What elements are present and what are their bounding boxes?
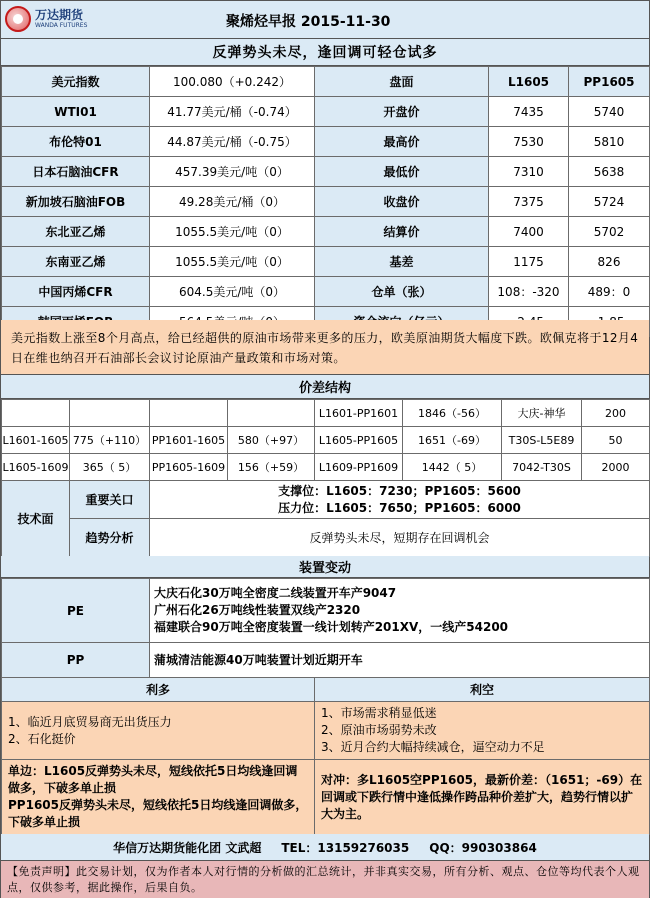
pp1605-value: 5810 — [569, 127, 650, 157]
indicator-value: 44.87美元/桶（-0.75） — [150, 127, 315, 157]
spread-cell: 50 — [582, 427, 650, 454]
company-logo — [5, 5, 89, 35]
contact-qq: QQ：990303864 — [429, 840, 537, 855]
market-row — [2, 127, 650, 157]
pp1605-value: 5638 — [569, 157, 650, 187]
contact-tel: TEL：13159276035 — [281, 840, 410, 855]
trend-analysis-label: 趋势分析 — [70, 519, 150, 557]
futures-field-label: 基差 — [315, 247, 489, 277]
l1605-value: 7435 — [489, 97, 569, 127]
indicator-name: 东北亚乙烯 — [2, 217, 150, 247]
l1605-value: 7375 — [489, 187, 569, 217]
support-level: 支撑位：L1605：7230；PP1605：5600 — [278, 483, 521, 498]
indicator-name: 东南亚乙烯 — [2, 247, 150, 277]
trend-analysis: 反弹势头未尽，短期存在回调机会 — [150, 519, 650, 557]
pe-updates — [150, 579, 650, 643]
bearish-item: 2、原油市场弱势未改 — [321, 723, 437, 737]
indicator-value: 41.77美元/桶（-0.74） — [150, 97, 315, 127]
pe-update-line: 广州石化26万吨线性装置双线产2320 — [154, 603, 361, 617]
l1605-value: 1175 — [489, 247, 569, 277]
spread-cell: 365（ 5） — [70, 454, 150, 481]
indicator-name: 中国丙烯CFR — [2, 277, 150, 307]
report-header — [1, 1, 649, 39]
spread-cell — [150, 400, 228, 427]
market-row — [2, 187, 650, 217]
spread-cell: PP1605-1609 — [150, 454, 228, 481]
pp1605-value: PP1605 — [569, 67, 650, 97]
indicator-value: 1055.5美元/吨（0） — [150, 217, 315, 247]
bearish-item: 1、市场需求稍显低迷 — [321, 706, 437, 720]
spread-cell: PP1601-1605 — [150, 427, 228, 454]
single-side-strategy: 单边：L1605反弹势头未尽，短线依托5日均线逢回调做多，下破多单止损 PP1605反弹势头未尽，短线依托5日均线逢回调做多，下破多单止损 — [2, 760, 315, 835]
spread-cell: 580（+97） — [228, 427, 315, 454]
device-table — [1, 578, 650, 678]
spread-section-title: 价差结构 — [1, 375, 649, 399]
spread-cell: 775（+110） — [70, 427, 150, 454]
market-row — [2, 247, 650, 277]
device-section-title: 装置变动 — [1, 556, 649, 578]
futures-field-label: 开盘价 — [315, 97, 489, 127]
pp-updates — [150, 643, 650, 678]
spread-cell — [228, 400, 315, 427]
futures-field-label: 盘面 — [315, 67, 489, 97]
bullish-item: 2、石化挺价 — [8, 731, 76, 746]
indicator-name: 日本石脑油CFR — [2, 157, 150, 187]
spread-cell: 1651（-69） — [403, 427, 502, 454]
pp1605-value: 5740 — [569, 97, 650, 127]
market-commentary: 美元指数上涨至8个月高点，给已经超供的原油市场带来更多的压力，欧美原油期货大幅度下跌。欧佩克将于12月4日在维也纳召开石油部长会议讨论原油产量政策和市场对策。 — [1, 320, 649, 375]
spread-cell — [70, 400, 150, 427]
report-title: 聚烯烃早报 2015-11-30 — [226, 14, 391, 30]
spread-cell: L1601-1605 — [2, 427, 70, 454]
spread-cell: L1605-1609 — [2, 454, 70, 481]
market-row — [2, 217, 650, 247]
market-data-table — [1, 66, 650, 337]
bull-bear-table — [1, 677, 650, 835]
spread-cell — [2, 400, 70, 427]
pp-update-line: 蒲城清洁能源40万吨装置计划近期开车 — [154, 652, 363, 667]
futures-field-label: 仓单（张） — [315, 277, 489, 307]
key-levels-label: 重要关口 — [70, 481, 150, 519]
spread-cell: L1609-PP1609 — [315, 454, 403, 481]
futures-field-label: 收盘价 — [315, 187, 489, 217]
spread-cell: 1846（-56） — [403, 400, 502, 427]
spread-row — [2, 454, 650, 481]
bullish-title: 利多 — [2, 678, 315, 702]
spread-cell: 1442（ 5） — [403, 454, 502, 481]
bullish-factors — [2, 702, 315, 760]
indicator-value: 457.39美元/吨（0） — [150, 157, 315, 187]
technical-table — [1, 480, 650, 557]
indicator-value: 100.080（+0.242） — [150, 67, 315, 97]
headline: 反弹势头未尽，逢回调可轻仓试多 — [1, 39, 649, 66]
bearish-item: 3、近月合约大幅持续减仓，逼空动力不足 — [321, 740, 545, 754]
spread-table — [1, 399, 650, 481]
pe-update-line: 福建联合90万吨全密度装置一线计划转产201XV，一线产54200 — [154, 620, 509, 634]
indicator-name: WTI01 — [2, 97, 150, 127]
bearish-factors — [315, 702, 650, 760]
bearish-title: 利空 — [315, 678, 650, 702]
pp1605-value: 489：0 — [569, 277, 650, 307]
pp1605-value: 826 — [569, 247, 650, 277]
l1605-value: 7310 — [489, 157, 569, 187]
technical-label: 技术面 — [2, 481, 70, 557]
bullish-item: 1、临近月底贸易商无出货压力 — [8, 714, 172, 729]
indicator-name: 新加坡石脑油FOB — [2, 187, 150, 217]
contact-bar — [1, 834, 649, 861]
pp1605-value: 5702 — [569, 217, 650, 247]
l1605-value: 7530 — [489, 127, 569, 157]
market-row — [2, 97, 650, 127]
pe-update-line: 大庆石化30万吨全密度二线装置开车产9047 — [154, 586, 397, 600]
disclaimer: 【免责声明】此交易计划，仅为作者本人对行情的分析做的汇总统计，并非真实交易，所有分析、观点、仓位等均代表个人观点，仅供参考，据此操作，后果自负。 — [1, 861, 649, 898]
futures-field-label: 结算价 — [315, 217, 489, 247]
key-levels — [150, 481, 650, 519]
author-org: 华信万达期货能化团 文武超 — [113, 840, 262, 855]
futures-field-label: 最高价 — [315, 127, 489, 157]
logo-mark-icon — [5, 6, 31, 32]
l1605-value: L1605 — [489, 67, 569, 97]
futures-field-label: 最低价 — [315, 157, 489, 187]
spread-cell: T30S-L5E89 — [502, 427, 582, 454]
l1605-value: 7400 — [489, 217, 569, 247]
pp-label: PP — [2, 643, 150, 678]
market-row — [2, 67, 650, 97]
indicator-value: 49.28美元/桶（0） — [150, 187, 315, 217]
indicator-name: 美元指数 — [2, 67, 150, 97]
l1605-value: 108：-320 — [489, 277, 569, 307]
hedge-strategy: 对冲：多L1605空PP1605，最新价差：（1651；-69）在回调或下跌行情中逢低操作跨品种价差扩大，趋势行情以扩大为主。 — [315, 760, 650, 835]
spread-cell: 7042-T30S — [502, 454, 582, 481]
market-row — [2, 157, 650, 187]
spread-cell: 2000 — [582, 454, 650, 481]
spread-cell: L1601-PP1601 — [315, 400, 403, 427]
spread-cell: 156（+59） — [228, 454, 315, 481]
spread-cell: 大庆-神华 — [502, 400, 582, 427]
resistance-level: 压力位：L1605：7650；PP1605：6000 — [278, 500, 521, 515]
spread-cell: L1605-PP1605 — [315, 427, 403, 454]
spread-row — [2, 400, 650, 427]
pp1605-value: 5724 — [569, 187, 650, 217]
pe-label: PE — [2, 579, 150, 643]
indicator-value: 1055.5美元/吨（0） — [150, 247, 315, 277]
logo-english-name: WANDA FUTURES — [35, 22, 88, 29]
spread-cell: 200 — [582, 400, 650, 427]
indicator-name: 布伦特01 — [2, 127, 150, 157]
spread-row — [2, 427, 650, 454]
indicator-value: 604.5美元/吨（0） — [150, 277, 315, 307]
logo-name: 万达期货 — [35, 8, 84, 22]
market-row — [2, 277, 650, 307]
